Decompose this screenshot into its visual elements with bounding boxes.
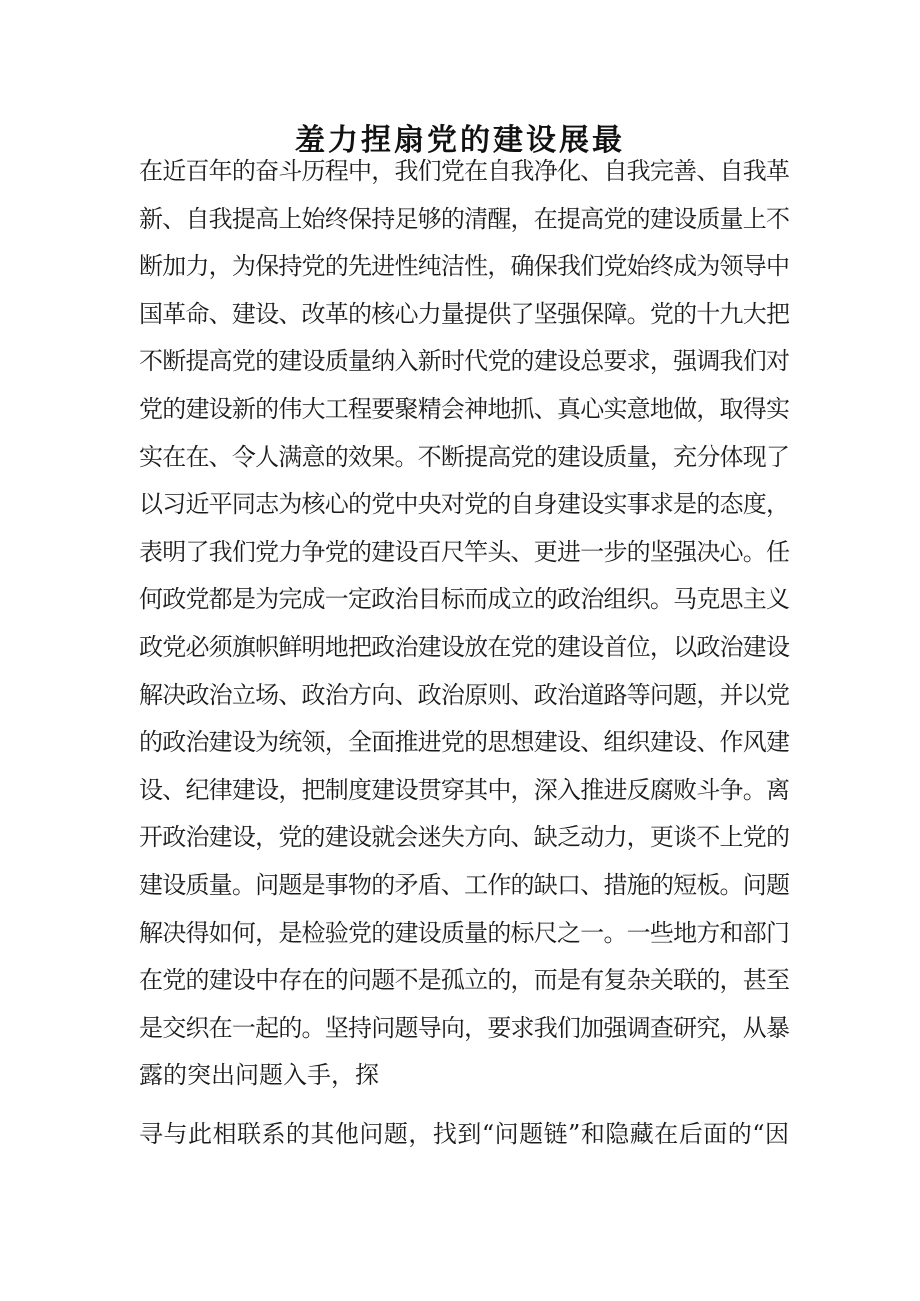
body-line: 的政治建设为统领，全面推进党的思想建设、组织建设、作风建: [139, 728, 789, 757]
body-line: 断加力，为保持党的先进性纯洁性，确保我们党始终成为领导中: [139, 252, 789, 281]
body-line: 在近百年的奋斗历程中，我们党在自我净化、自我完善、自我革: [139, 157, 789, 185]
body-line: 国革命、建设、改革的核心力量提供了坚强保障。党的十九大把: [139, 299, 789, 328]
body-line: 新、自我提高上始终保持足够的清醒，在提高党的建设质量上不: [139, 204, 789, 233]
body-line: 解决政治立场、政治方向、政治原则、政治道路等问题，并以党: [139, 680, 789, 709]
body-line: 寻与此相联系的其他问题，找到“问题链”和隐藏在后面的“因: [139, 1119, 789, 1148]
body-line: 露的突出问题入手，探: [139, 1061, 379, 1090]
body-line: 开政治建设，党的建设就会迷失方向、缺乏动力，更谈不上党的: [139, 823, 789, 852]
document-title: 羞力捏扇党的建设展最: [295, 123, 625, 158]
body-line: 政党必须旗帜鲜明地把政治建设放在党的建设首位，以政治建设: [139, 632, 789, 661]
body-line: 是交织在一起的。坚持问题导向，要求我们加强调查研究，从暴: [139, 1013, 789, 1042]
body-line: 设、纪律建设，把制度建设贯穿其中，深入推进反腐败斗争。离: [139, 775, 789, 804]
body-line: 在党的建设中存在的问题不是孤立的，而是有复杂关联的，甚至: [139, 966, 789, 995]
body-line: 不断提高党的建设质量纳入新时代党的建设总要求，强调我们对: [139, 347, 789, 376]
body-line: 党的建设新的伟大工程要聚精会神地抓、真心实意地做，取得实: [139, 394, 789, 423]
body-line: 建设质量。问题是事物的矛盾、工作的缺口、措施的短板。问题: [139, 870, 789, 899]
body-line: 实在在、令人满意的效果。不断提高党的建设质量，充分体现了: [139, 442, 789, 471]
body-line: 何政党都是为完成一定政治目标而成立的政治组织。马克思主义: [139, 585, 789, 614]
body-line: 表明了我们党力争党的建设百尺竿头、更进一步的坚强决心。任: [139, 537, 789, 566]
body-line: 以习近平同志为核心的党中央对党的自身建设实事求是的态度，: [139, 490, 789, 519]
body-line: 解决得如何，是检验党的建设质量的标尺之一。一些地方和部门: [139, 918, 789, 947]
document-body: [139, 148, 789, 1158]
